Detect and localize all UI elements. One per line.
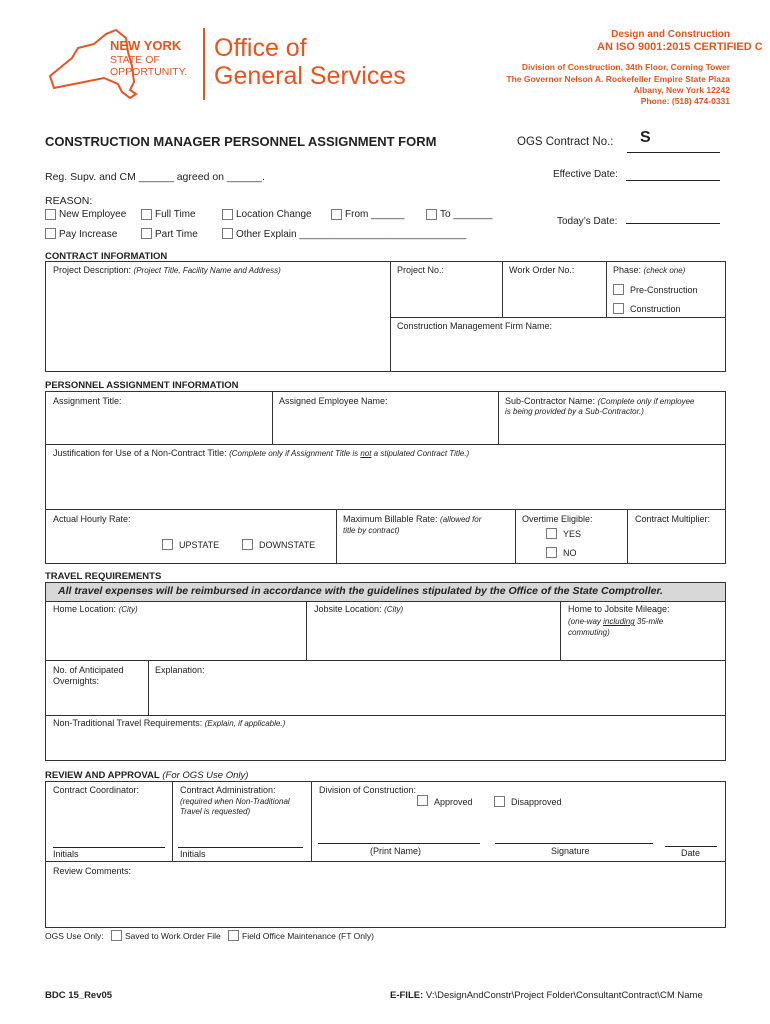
approved-checkbox[interactable] — [417, 795, 428, 806]
division-label: Division of Construction: — [319, 785, 417, 795]
construction-label: Construction — [630, 304, 681, 314]
administration-note-2: Travel is requested) — [180, 807, 251, 816]
logo-line-1: NEW YORK — [110, 38, 182, 53]
to-checkbox[interactable] — [426, 209, 437, 220]
pay-increase-checkbox[interactable] — [45, 228, 56, 239]
justification-field[interactable] — [53, 448, 469, 458]
date-label: Date — [681, 848, 701, 858]
jobsite-location-field[interactable] — [314, 604, 403, 614]
divider — [45, 509, 726, 510]
divider — [502, 261, 503, 317]
divider — [45, 715, 726, 716]
jobsite-location-text: Jobsite Location: — [314, 604, 382, 614]
upstate-label: UPSTATE — [179, 540, 220, 550]
print-name-label: (Print Name) — [370, 846, 422, 856]
administration-note-1: (required when Non-Traditional — [180, 797, 290, 806]
efile-label: E-FILE: — [390, 990, 424, 1001]
construction-checkbox[interactable] — [613, 303, 624, 314]
field-office-label: Field Office Maintenance (FT Only) — [242, 931, 374, 941]
reason-label: REASON: — [45, 195, 93, 207]
phone: Phone: (518) 474-0331 — [640, 96, 730, 106]
review-heading-text: REVIEW AND APPROVAL — [45, 770, 160, 781]
initials-2-label: Initials — [180, 849, 206, 859]
phase-label — [613, 265, 685, 275]
part-time-checkbox[interactable] — [141, 228, 152, 239]
project-description-note: (Project Title, Facility Name and Address) — [133, 266, 281, 275]
effective-date-label: Effective Date: — [553, 169, 618, 180]
other-explain-checkbox[interactable] — [222, 228, 233, 239]
logo-line-3: OPPORTUNITY. — [110, 66, 188, 78]
address-line-2: The Governor Nelson A. Rockefeller Empire State Plaza — [506, 74, 730, 84]
mileage-note-1a: (one-way — [568, 617, 604, 626]
divider — [148, 660, 149, 715]
travel-banner-text: All travel expenses will be reimbursed in accordance with the guidelines stipulated by the Office of the State Comptroller. — [58, 585, 663, 597]
assignment-title-field[interactable]: Assignment Title: — [53, 396, 122, 406]
divider — [390, 317, 726, 318]
overtime-label: Overtime Eligible: — [522, 514, 593, 524]
divider — [560, 601, 561, 660]
review-heading — [45, 770, 248, 781]
jobsite-location-note: (City) — [384, 605, 404, 614]
other-explain-label: Other Explain ______________________________ — [236, 229, 467, 240]
contract-multiplier-field[interactable]: Contract Multiplier: — [635, 514, 711, 524]
mileage-note-1b: including — [603, 617, 635, 626]
assigned-employee-field[interactable]: Assigned Employee Name: — [279, 396, 388, 406]
divider — [311, 781, 312, 861]
date-line[interactable] — [665, 846, 717, 847]
upstate-checkbox[interactable] — [162, 539, 173, 550]
disapproved-checkbox[interactable] — [494, 796, 505, 807]
work-order-no-field[interactable]: Work Order No.: — [509, 265, 575, 275]
print-name-line[interactable] — [318, 843, 480, 844]
contract-no-line — [627, 152, 720, 153]
saved-checkbox[interactable] — [111, 930, 122, 941]
home-location-note: (City) — [118, 605, 138, 614]
ogs-use-only-label: OGS Use Only: — [45, 931, 104, 941]
logo-line-2: STATE OF — [110, 54, 160, 66]
contract-no-label: OGS Contract No.: — [517, 136, 614, 148]
dept-name: Design and Construction — [611, 29, 730, 40]
mileage-field[interactable]: Home to Jobsite Mileage: — [568, 604, 670, 614]
office-title-line-2: General Services — [214, 62, 406, 90]
downstate-label: DOWNSTATE — [259, 540, 316, 550]
divider — [306, 601, 307, 660]
mileage-note-2: commuting) — [568, 628, 610, 637]
review-heading-note: (For OGS Use Only) — [162, 770, 249, 781]
from-checkbox[interactable] — [331, 209, 342, 220]
overnights-label-1[interactable]: No. of Anticipated — [53, 665, 124, 675]
non-traditional-field[interactable] — [53, 718, 285, 728]
todays-date-field[interactable] — [626, 223, 720, 224]
field-office-checkbox[interactable] — [228, 930, 239, 941]
max-billable-note-2: title by contract) — [343, 526, 400, 535]
divider — [606, 261, 607, 317]
form-title: CONSTRUCTION MANAGER PERSONNEL ASSIGNMENT FORM — [45, 134, 437, 149]
part-time-label: Part Time — [155, 229, 198, 240]
coordinator-label: Contract Coordinator: — [53, 785, 140, 795]
initials-1-label: Initials — [53, 849, 79, 859]
phase-note: (check one) — [643, 266, 686, 275]
overnights-label-2: Overnights: — [53, 676, 100, 686]
approved-label: Approved — [434, 797, 473, 807]
location-change-label: Location Change — [236, 209, 312, 220]
cm-firm-name-field[interactable]: Construction Management Firm Name: — [397, 321, 553, 331]
overtime-yes-checkbox[interactable] — [546, 528, 557, 539]
explanation-field[interactable]: Explanation: — [155, 665, 205, 675]
project-description-label[interactable] — [53, 265, 281, 275]
justification-note-not: not — [360, 449, 372, 458]
divider — [336, 509, 337, 564]
logo-divider — [203, 28, 205, 100]
project-description-text: Project Description: — [53, 265, 132, 275]
address-line-3: Albany, New York 12242 — [633, 85, 730, 95]
phase-text: Phase: — [613, 265, 642, 275]
justification-note-a: (Complete only if Assignment Title is — [229, 449, 361, 458]
divider — [515, 509, 516, 564]
initials-2-line[interactable] — [178, 847, 303, 848]
max-billable-label[interactable] — [343, 514, 481, 524]
personnel-section — [45, 391, 726, 564]
from-label: From ______ — [345, 209, 405, 220]
non-traditional-text: Non-Traditional Travel Requirements: — [53, 718, 203, 728]
to-label: To _______ — [440, 209, 493, 220]
pre-construction-label: Pre-Construction — [630, 285, 698, 295]
divider — [627, 509, 628, 564]
reg-supv-text[interactable]: Reg. Supv. and CM ______ agreed on ______. — [45, 171, 265, 183]
iso-cert: AN ISO 9001:2015 CERTIFIED C — [597, 41, 763, 53]
divider — [272, 391, 273, 444]
home-location-field[interactable] — [53, 604, 138, 614]
divider — [45, 444, 726, 445]
overtime-no-checkbox[interactable] — [546, 547, 557, 558]
new-employee-label: New Employee — [59, 209, 127, 220]
divider — [45, 601, 726, 602]
disapproved-label: Disapproved — [511, 797, 562, 807]
personnel-heading: PERSONNEL ASSIGNMENT INFORMATION — [45, 380, 239, 391]
office-title-line-1: Office of — [214, 34, 307, 62]
full-time-checkbox[interactable] — [141, 209, 152, 220]
review-comments-field[interactable]: Review Comments: — [53, 866, 132, 876]
overtime-no-label: NO — [563, 548, 577, 558]
hourly-rate-field[interactable]: Actual Hourly Rate: — [53, 514, 131, 524]
saved-label: Saved to Work Order File — [125, 931, 221, 941]
todays-date-label: Today’s Date: — [557, 216, 618, 227]
project-no-field[interactable]: Project No.: — [397, 265, 445, 275]
justification-text: Justification for Use of a Non-Contract Title: — [53, 448, 227, 458]
pre-construction-checkbox[interactable] — [613, 284, 624, 295]
full-time-label: Full Time — [155, 209, 196, 220]
overtime-yes-label: YES — [563, 529, 582, 539]
pay-increase-label: Pay Increase — [59, 229, 118, 240]
efile-path: V:\DesignAndConstr\Project Folder\ConsultantContract\CM Name — [425, 990, 703, 1001]
contract-no-value[interactable]: S — [640, 129, 651, 146]
form-id: BDC 15_Rev05 — [45, 990, 113, 1001]
justification-note-b: a stipulated Contract Title.) — [371, 449, 470, 458]
administration-label: Contract Administration: — [180, 785, 276, 795]
divider — [498, 391, 499, 444]
max-billable-note-1: (allowed for — [440, 515, 482, 524]
new-employee-checkbox[interactable] — [45, 209, 56, 220]
initials-1-line[interactable] — [53, 847, 165, 848]
subcontractor-note-2: is being provided by a Sub-Contractor.) — [505, 407, 644, 416]
address-line-1: Division of Construction, 34th Floor, Corning Tower — [521, 62, 730, 72]
mileage-note-1c: 35-mile — [634, 617, 664, 626]
non-traditional-note: (Explain, if applicable.) — [204, 719, 286, 728]
contract-info-heading: CONTRACT INFORMATION — [45, 251, 168, 262]
home-location-text: Home Location: — [53, 604, 117, 614]
location-change-checkbox[interactable] — [222, 209, 233, 220]
signature-line[interactable] — [495, 843, 653, 844]
subcontractor-text: Sub-Contractor Name: — [505, 396, 596, 406]
effective-date-field[interactable] — [626, 180, 720, 181]
signature-label: Signature — [551, 846, 590, 856]
subcontractor-note-1: (Complete only if employee — [597, 397, 695, 406]
travel-heading: TRAVEL REQUIREMENTS — [45, 571, 162, 582]
divider — [172, 781, 173, 861]
efile — [390, 990, 703, 1001]
subcontractor-label[interactable] — [505, 396, 695, 406]
downstate-checkbox[interactable] — [242, 539, 253, 550]
divider — [45, 861, 726, 862]
max-billable-text: Maximum Billable Rate: — [343, 514, 438, 524]
mileage-note-1 — [568, 617, 663, 626]
